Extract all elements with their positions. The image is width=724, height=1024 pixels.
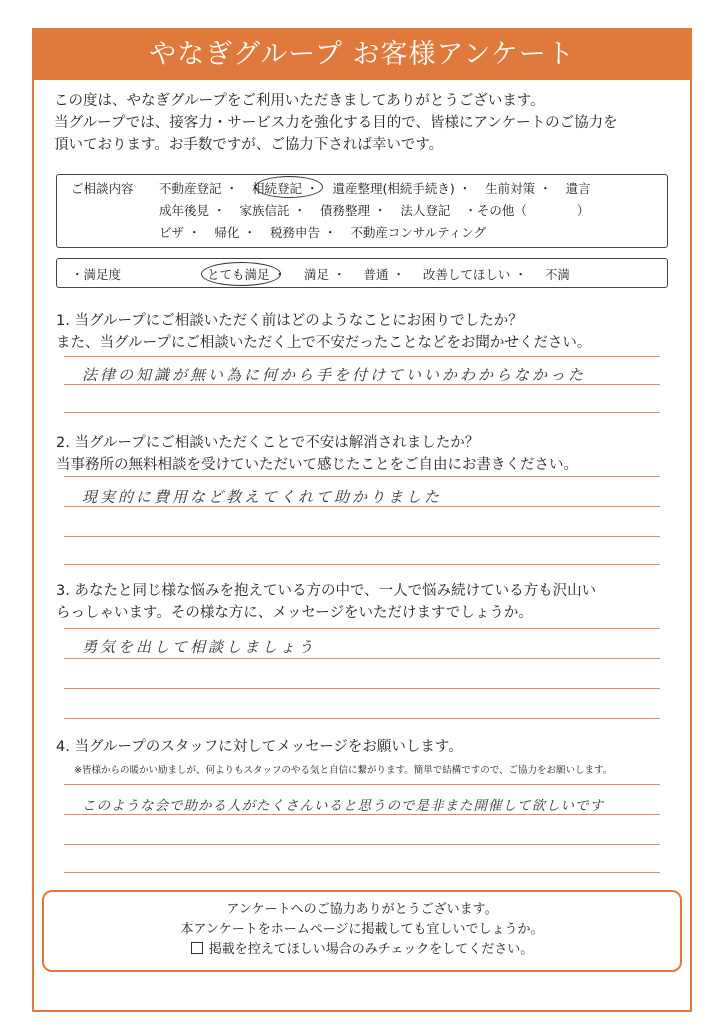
consultation-label: ご相談内容 (71, 181, 134, 196)
answer-line (64, 506, 660, 507)
answer-4: このような会で助かる人がたくさんいると思うので是非また開催して欲しいです (82, 798, 604, 814)
question-3 (56, 580, 676, 624)
publish-consent (44, 940, 680, 960)
option-naturalization[interactable]: 帰化 ・ (214, 225, 256, 240)
option-real-estate-registration[interactable]: 不動産登記 ・ (159, 181, 238, 196)
intro-line: 当グループでは、接客力・サービス力を強化する目的で、皆様にアンケートのご協力を (54, 115, 618, 131)
answer-line (64, 872, 660, 873)
answer-line (64, 658, 660, 659)
question-text: 4. 当グループのスタッフに対してメッセージをお願いします。 (56, 739, 463, 755)
answer-line (64, 536, 660, 537)
consultation-row (159, 223, 496, 241)
question-text: 1. 当グループにご相談いただく前はどのようなことにお困りでしたか？ (56, 313, 523, 329)
option-very-satisfied[interactable]: とても満足 ・ (207, 267, 286, 282)
question-4 (56, 736, 676, 758)
answer-line (64, 412, 660, 413)
intro-line: 頂いております。お手数ですが、ご協力下されば幸いです。 (54, 137, 444, 153)
intro-text (54, 90, 674, 156)
question-text: らっしゃいます。その様な方に、メッセージをいただけますでしょうか。 (56, 605, 533, 621)
option-other[interactable]: ・その他（ ） (464, 203, 590, 218)
answer-2: 現実的に費用など教えてくれて助かりました (82, 488, 443, 506)
question-text: 2. 当グループにご相談いただくことで不安は解消されましたか？ (56, 435, 480, 451)
intro-line: この度は、やなぎグループをご利用いただきましてありがとうございます。 (54, 93, 545, 109)
option-debt-consolidation[interactable]: 債務整理 ・ (319, 203, 387, 218)
option-real-estate-consulting[interactable]: 不動産コンサルティング (350, 225, 487, 240)
consultation-row (159, 179, 601, 197)
answer-line (64, 784, 660, 785)
question-text: 3. あなたと同じ様な悩みを抱えている方の中で、一人で悩み続けている方も沢山い (56, 583, 597, 599)
satisfaction-label: ・満足度 (71, 267, 122, 282)
satisfaction-box (56, 258, 668, 288)
option-corporate-registration[interactable]: 法人登記 (400, 203, 451, 218)
footer-box (42, 890, 682, 972)
consultation-box (56, 174, 668, 248)
survey-sheet (32, 28, 692, 1012)
answer-line (64, 718, 660, 719)
answer-line (64, 844, 660, 845)
answer-line (64, 628, 660, 629)
selection-circle (255, 176, 323, 198)
option-neutral[interactable]: 普通 ・ (363, 267, 405, 282)
answer-line (64, 564, 660, 565)
survey-title: やなぎグループ お客様アンケート (34, 30, 690, 80)
option-estate-planning[interactable]: 生前対策 ・ (485, 181, 552, 196)
answer-line (64, 476, 660, 477)
footer-line: アンケートへのご協力ありがとうございます。 (226, 902, 498, 917)
question-text: 当事務所の無料相談を受けていただいて感じたことをご自由にお書きください。 (56, 457, 578, 473)
option-will[interactable]: 遺言 (565, 181, 591, 196)
option-guardianship[interactable]: 成年後見 ・ (159, 203, 226, 218)
option-needs-improvement[interactable]: 改善してほしい ・ (422, 267, 527, 282)
option-satisfied[interactable]: 満足 ・ (303, 267, 346, 282)
consultation-row (159, 201, 599, 219)
option-tax-return[interactable]: 税務申告 ・ (269, 225, 337, 240)
answer-line (64, 688, 660, 689)
option-estate-settlement[interactable]: 遺産整理(相続手続き) ・ (332, 181, 472, 196)
question-2 (56, 432, 676, 476)
question-1 (56, 310, 676, 354)
answer-line (64, 384, 660, 385)
option-family-trust[interactable]: 家族信託 ・ (239, 203, 306, 218)
question-text: また、当グループにご相談いただく上で不安だったことなどをお聞かせください。 (56, 335, 592, 351)
answer-line (64, 814, 660, 815)
opt-out-checkbox[interactable] (191, 942, 203, 954)
answer-1: 法律の知識が無い為に何から手を付けていいかわからなかった (82, 366, 587, 384)
footer-line: 本アンケートをホームページに掲載しても宜しいでしょうか。 (180, 922, 544, 937)
checkbox-label: 掲載を控えてほしい場合のみチェックをしてください。 (208, 942, 534, 957)
option-visa[interactable]: ビザ ・ (159, 225, 201, 240)
answer-line (64, 356, 660, 357)
answer-3: 勇気を出して相談しましょう (82, 638, 317, 656)
option-inheritance-registration[interactable]: 相続登記 ・ (251, 181, 319, 196)
option-dissatisfied[interactable]: 不満 (544, 267, 570, 282)
selection-circle (201, 262, 281, 286)
question-4-note: ※皆様からの暖かい励ましが、何よりもスタッフのやる気と自信に繋がります。簡単で結構ですので、ご協力をお願いします。 (74, 765, 613, 776)
